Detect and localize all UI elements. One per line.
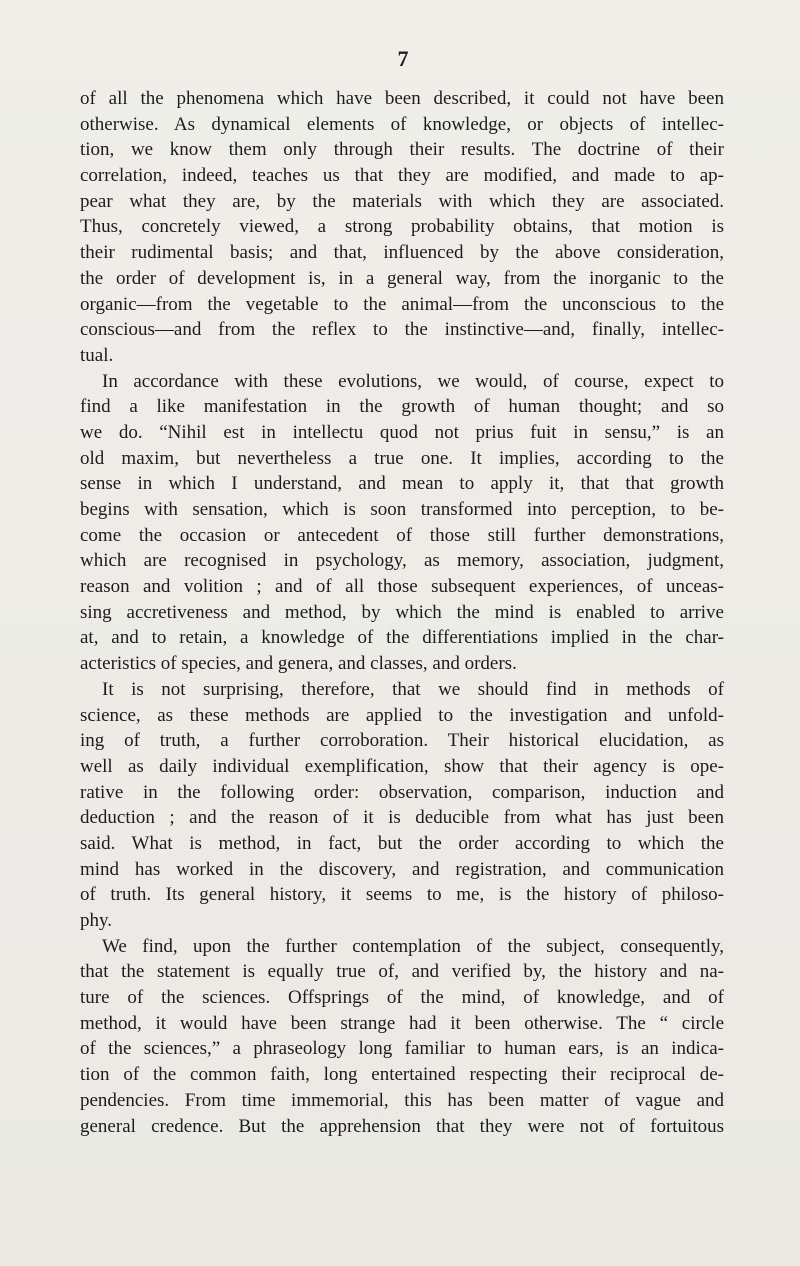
text-line: mind has worked in the discovery, and registration, and communication (80, 858, 724, 880)
text-line: said. What is method, in fact, but the order according to which the (80, 832, 724, 854)
text-line: of all the phenomena which have been described, it could not have been (80, 88, 724, 109)
text-line: find a like manifestation in the growth of human thought; and so (80, 396, 724, 418)
text-line: the order of development is, in a general way, from the inorganic to the (80, 267, 724, 289)
text-line: pendencies. From time immemorial, this has been matter of vague and (80, 1089, 724, 1111)
page-number: 7 (397, 46, 409, 71)
text-line: well as daily individual exemplification, show that their agency is ope- (80, 755, 724, 777)
text-line: sense in which I understand, and mean to apply it, that that growth (80, 473, 724, 495)
text-line: ture of the sciences. Offsprings of the mind, of knowledge, and of (80, 987, 724, 1009)
body-text (80, 86, 724, 1139)
text-line: ing of truth, a further corroboration. Their historical elucidation, as (80, 730, 724, 752)
text-line: tion of the common faith, long entertained respecting their reciprocal de- (80, 1064, 724, 1086)
text-line: tion, we know them only through their results. The doctrine of their (80, 139, 724, 161)
paragraph-start: It is not surprising, therefore, that we should find in methods of (102, 678, 724, 700)
text-line: which are recognised in psychology, as memory, association, judgment, (80, 550, 724, 572)
text-line: organic—from the vegetable to the animal—from the unconscious to the (80, 293, 724, 315)
text-line: come the occasion or antecedent of those still further demonstrations, (80, 524, 724, 546)
text-line: of the sciences,” a phraseology long familiar to human ears, is an indica- (80, 1038, 724, 1060)
text-line: conscious—and from the reflex to the instinctive—and, finally, intellec- (80, 319, 724, 341)
text-line: begins with sensation, which is soon transformed into perception, to be- (80, 499, 724, 520)
text-line: acteristics of species, and genera, and classes, and orders. (80, 653, 517, 675)
text-line: reason and volition ; and of all those subsequent experiences, of unceas- (80, 576, 724, 598)
text-line: old maxim, but nevertheless a true one. It implies, according to the (80, 447, 724, 469)
text-line: that the statement is equally true of, and verified by, the history and na- (80, 961, 724, 983)
text-line: we do. “Nihil est in intellectu quod not prius fuit in sensu,” is an (80, 421, 724, 443)
paragraph-start: We find, upon the further contemplation of the subject, consequently, (102, 935, 724, 957)
text-line: science, as these methods are applied to the investigation and unfold- (80, 704, 724, 726)
text-line: phy. (80, 910, 113, 931)
text-line: method, it would have been strange had it been otherwise. The “ circle (80, 1012, 724, 1034)
paragraph-start: In accordance with these evolutions, we would, of course, expect to (102, 370, 724, 392)
text-line: otherwise. As dynamical elements of knowledge, or objects of intellec- (80, 113, 724, 135)
text-line: at, and to retain, a knowledge of the differentiations implied in the char- (80, 627, 724, 649)
text-line: correlation, indeed, teaches us that they are modified, and made to ap- (80, 165, 724, 187)
text-line: tual. (80, 344, 114, 366)
text-line: rative in the following order: observation, comparison, induction and (80, 781, 724, 803)
text-line: Thus, concretely viewed, a strong probability obtains, that motion is (80, 216, 724, 238)
text-line: general credence. But the apprehension that they were not of fortuitous (80, 1115, 724, 1137)
text-line: their rudimental basis; and that, influenced by the above consideration, (80, 242, 724, 264)
text-line: deduction ; and the reason of it is deducible from what has just been (80, 807, 724, 829)
text-line: sing accretiveness and method, by which the mind is enabled to arrive (80, 601, 724, 623)
text-line: of truth. Its general history, it seems to me, is the history of philoso- (80, 884, 724, 906)
text-line: pear what they are, by the materials with which they are associated. (80, 190, 724, 212)
